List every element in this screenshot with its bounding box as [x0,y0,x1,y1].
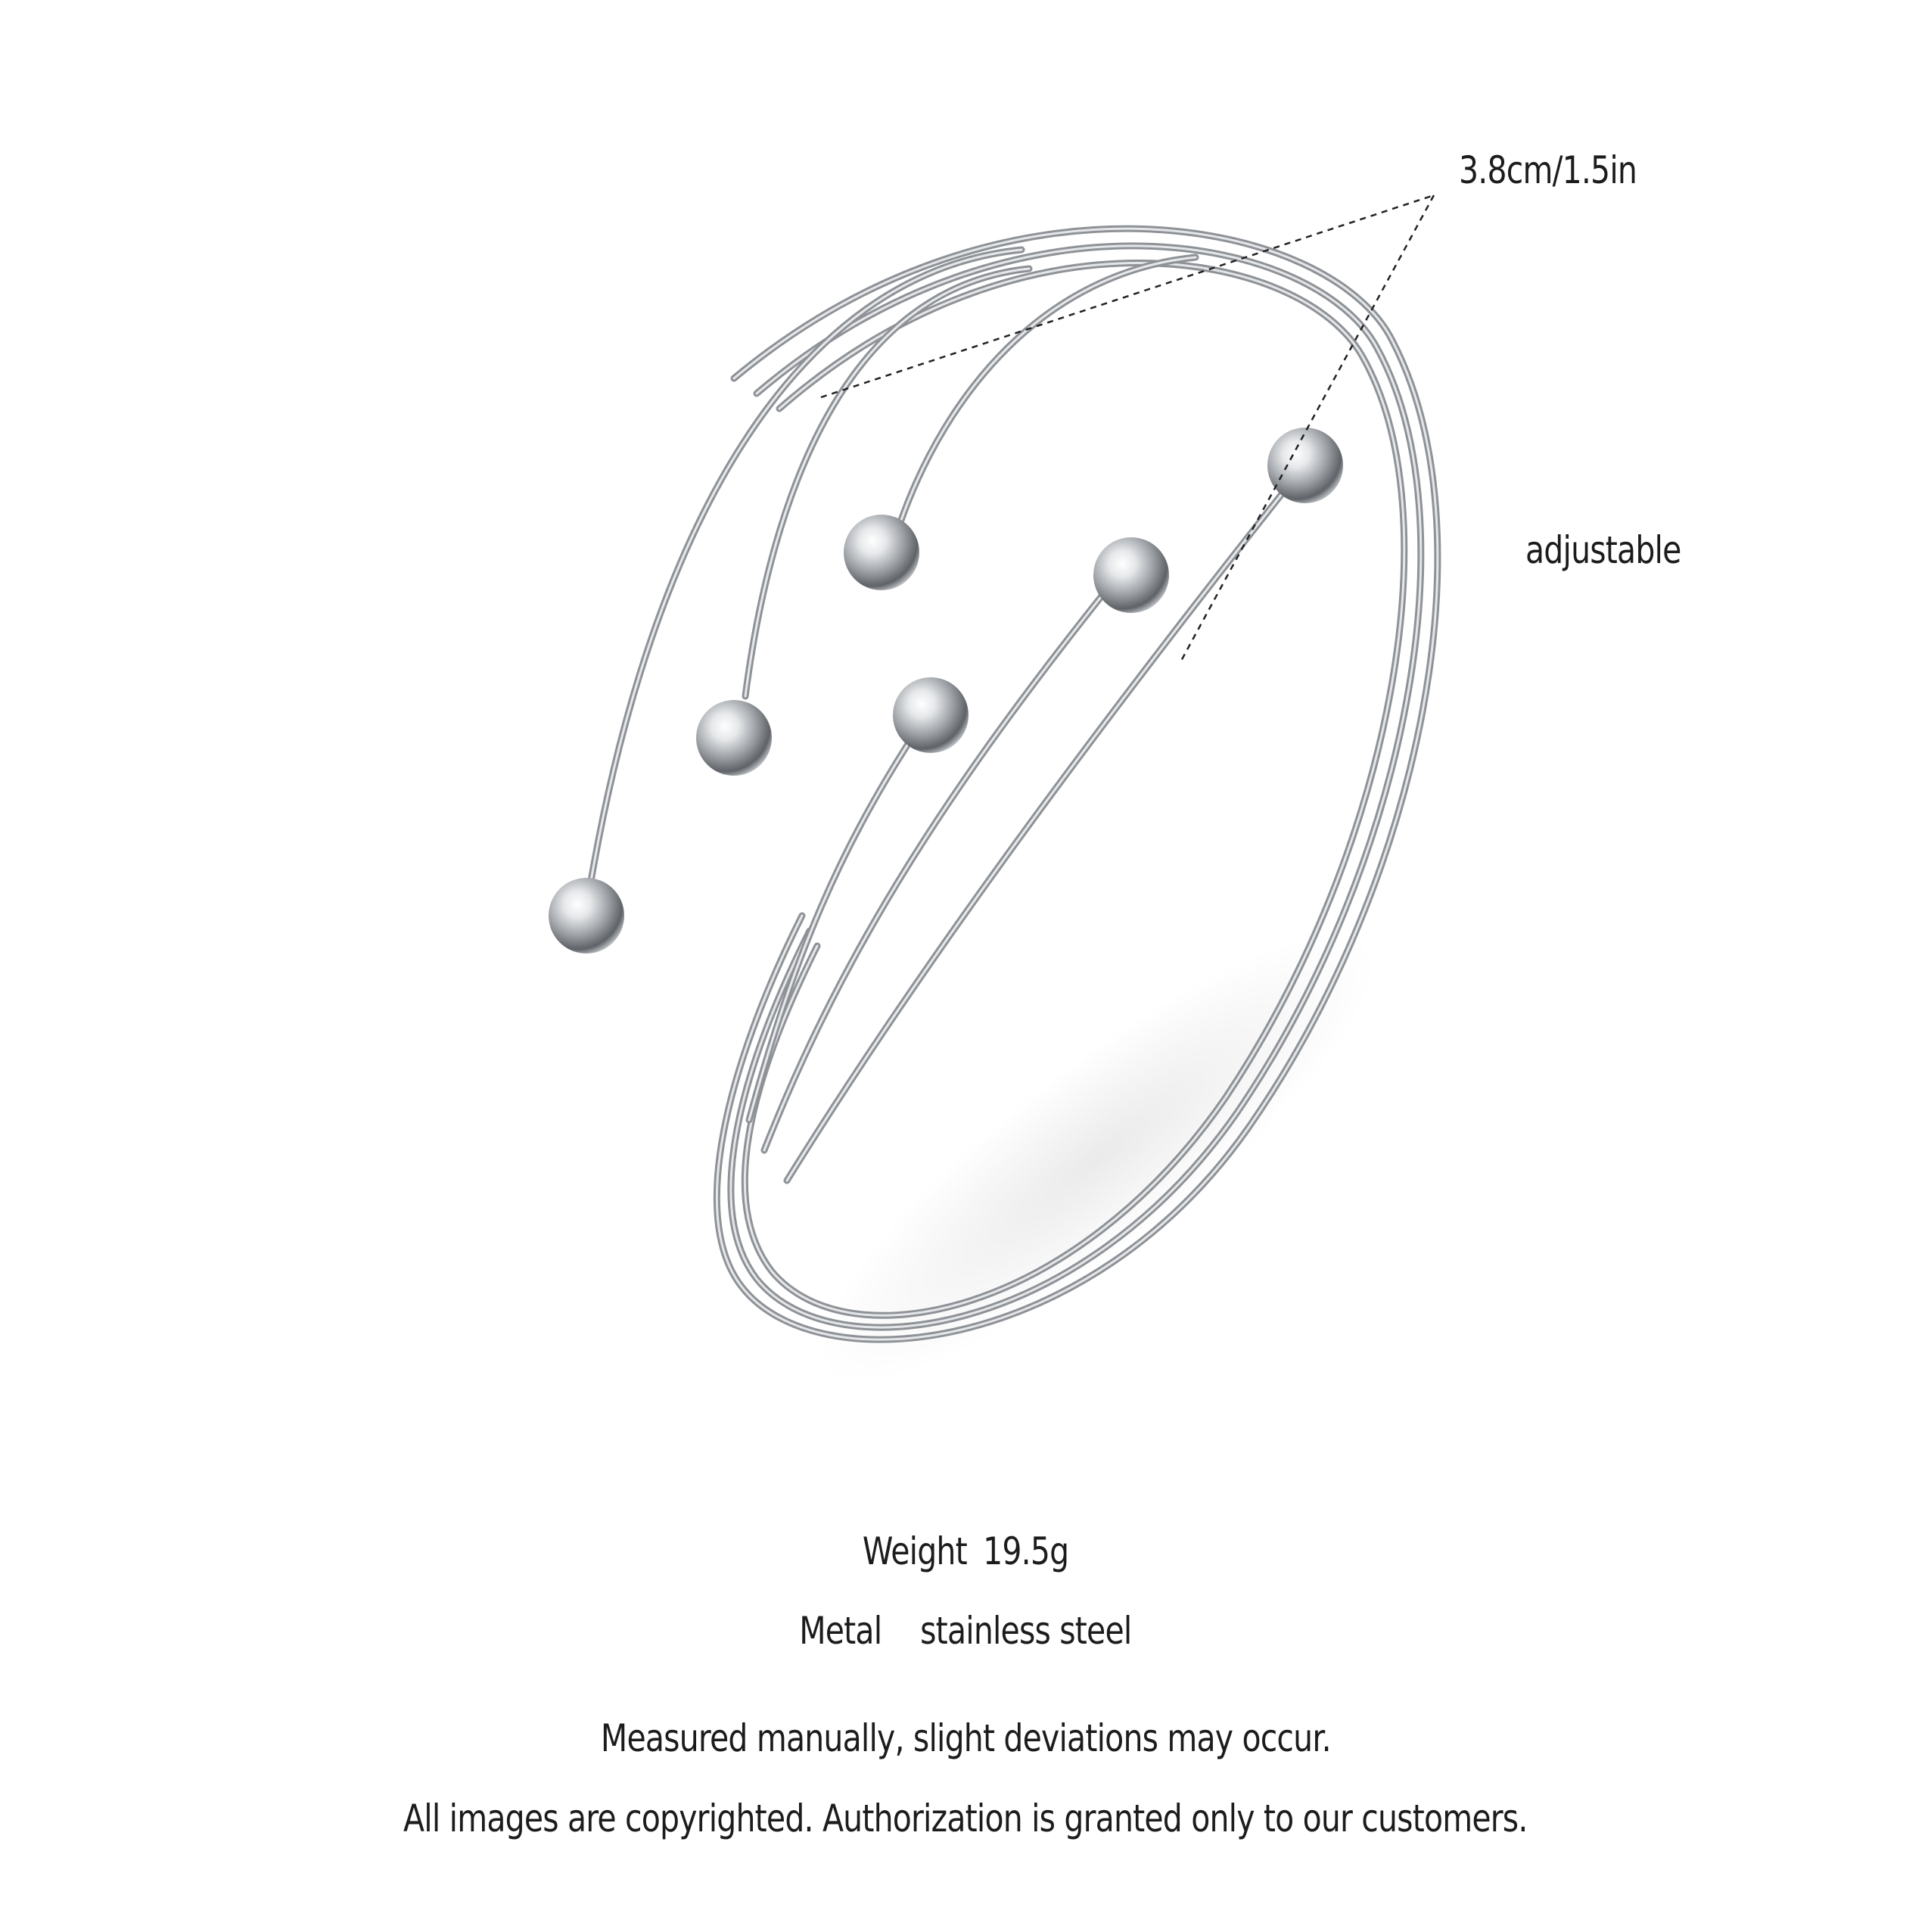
measurement-note [0,1716,1931,1760]
ball-2 [696,700,772,776]
weight-spec [0,1529,1931,1573]
ball-5 [1093,537,1169,613]
size-annotation: 3.8cm/1.5in [1459,148,1637,192]
ball-6 [1267,428,1343,503]
metal-label: Metal [799,1609,882,1653]
weight-label: Weight [862,1529,967,1573]
copyright-note-text: All images are copyrighted. Authorization is granted only to our customers. [403,1797,1528,1840]
metal-spec [0,1609,1931,1653]
ball-1 [549,878,624,954]
adjustable-annotation: adjustable [1525,528,1681,572]
bracelet-shadow [767,872,1428,1444]
weight-value: 19.5g [983,1529,1069,1573]
ball-3 [844,515,919,590]
measurement-note-text: Measured manually, slight deviations may occur. [600,1716,1331,1760]
metal-value: stainless steel [920,1609,1132,1653]
copyright-note [0,1797,1931,1840]
ball-4 [893,677,969,753]
ball-ends [549,428,1343,954]
